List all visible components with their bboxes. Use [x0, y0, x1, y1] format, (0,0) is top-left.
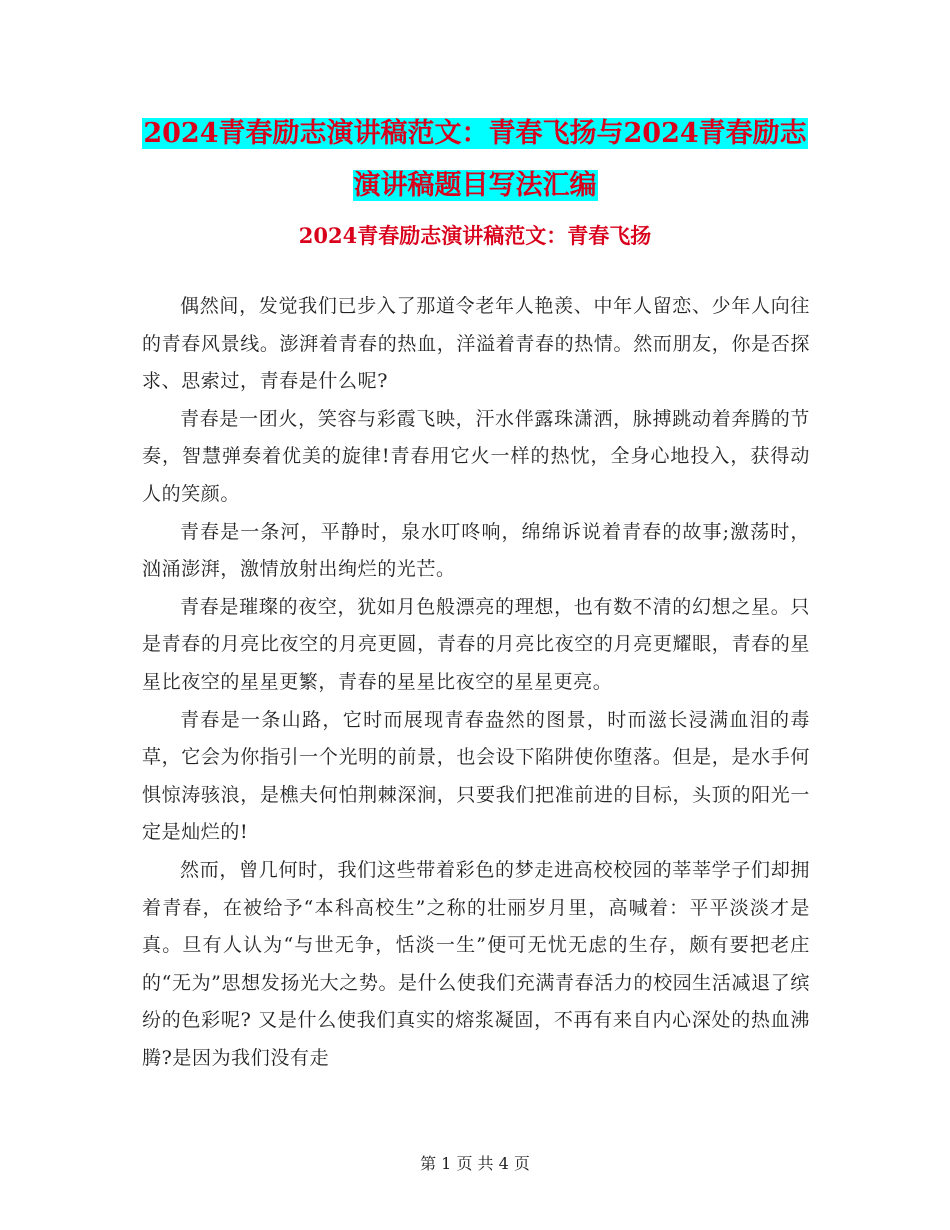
document-title-line-1: 2024青春励志演讲稿范文：青春飞扬与2024青春励志 [143, 118, 807, 149]
section-title: 2024青春励志演讲稿范文：青春飞扬 [298, 223, 652, 248]
paragraph-3: 青春是一条河，平静时，泉水叮咚响，绵绵诉说着青春的故事;激荡时，汹涌澎湃，激情放射出绚烂的光芒。 [142, 520, 810, 581]
paragraph-1: 偶然间，发觉我们已步入了那道令老年人艳羡、中年人留恋、少年人向往的青春风景线。澎湃着青春的热血，洋溢着青春的热情。然而朋友，你是否探求、思索过，青春是什么呢? [142, 295, 810, 393]
page-footer: 第 1 页 共 4 页 [420, 1154, 530, 1173]
document-title [120, 108, 830, 212]
document-title-line-2: 演讲稿题目写法汇编 [353, 170, 597, 201]
paragraph-4: 青春是璀璨的夜空，犹如月色般漂亮的理想，也有数不清的幻想之星。只是青春的月亮比夜空的月亮更圆，青春的月亮比夜空的月亮更耀眼，青春的星星比夜空的星星更繁，青春的星星比夜空的星星更亮。 [142, 595, 810, 693]
paragraph-2: 青春是一团火，笑容与彩霞飞映，汗水伴露珠潇洒，脉搏跳动着奔腾的节奏，智慧弹奏着优美的旋律!青春用它火一样的热忱，全身心地投入，获得动人的笑颜。 [142, 407, 810, 505]
paragraph-5: 青春是一条山路，它时而展现青春盎然的图景，时而滋长浸满血泪的毒草，它会为你指引一个光明的前景，也会设下陷阱使你堕落。但是，是水手何惧惊涛骇浪，是樵夫何怕荆棘深涧，只要我们把准前进的目标，头顶的阳光一定是灿烂的! [142, 708, 810, 844]
body-text [142, 288, 810, 1077]
paragraph-6: 然而，曾几何时，我们这些带着彩色的梦走进高校校园的莘莘学子们却拥着青春，在被给予“本科高校生”之称的壮丽岁月里，高喊着：平平淡淡才是真。旦有人认为“与世无争，恬淡一生”便可无忧无虑的生存，颇有要把老庄的“无为”思想发扬光大之势。是什么使我们充满青春活力的校园生活减退了缤纷的色彩呢? 又是什么使我们真实的熔浆凝固，不再有来自内心深处的热血沸腾?是因为我们没有走 [142, 858, 810, 1069]
